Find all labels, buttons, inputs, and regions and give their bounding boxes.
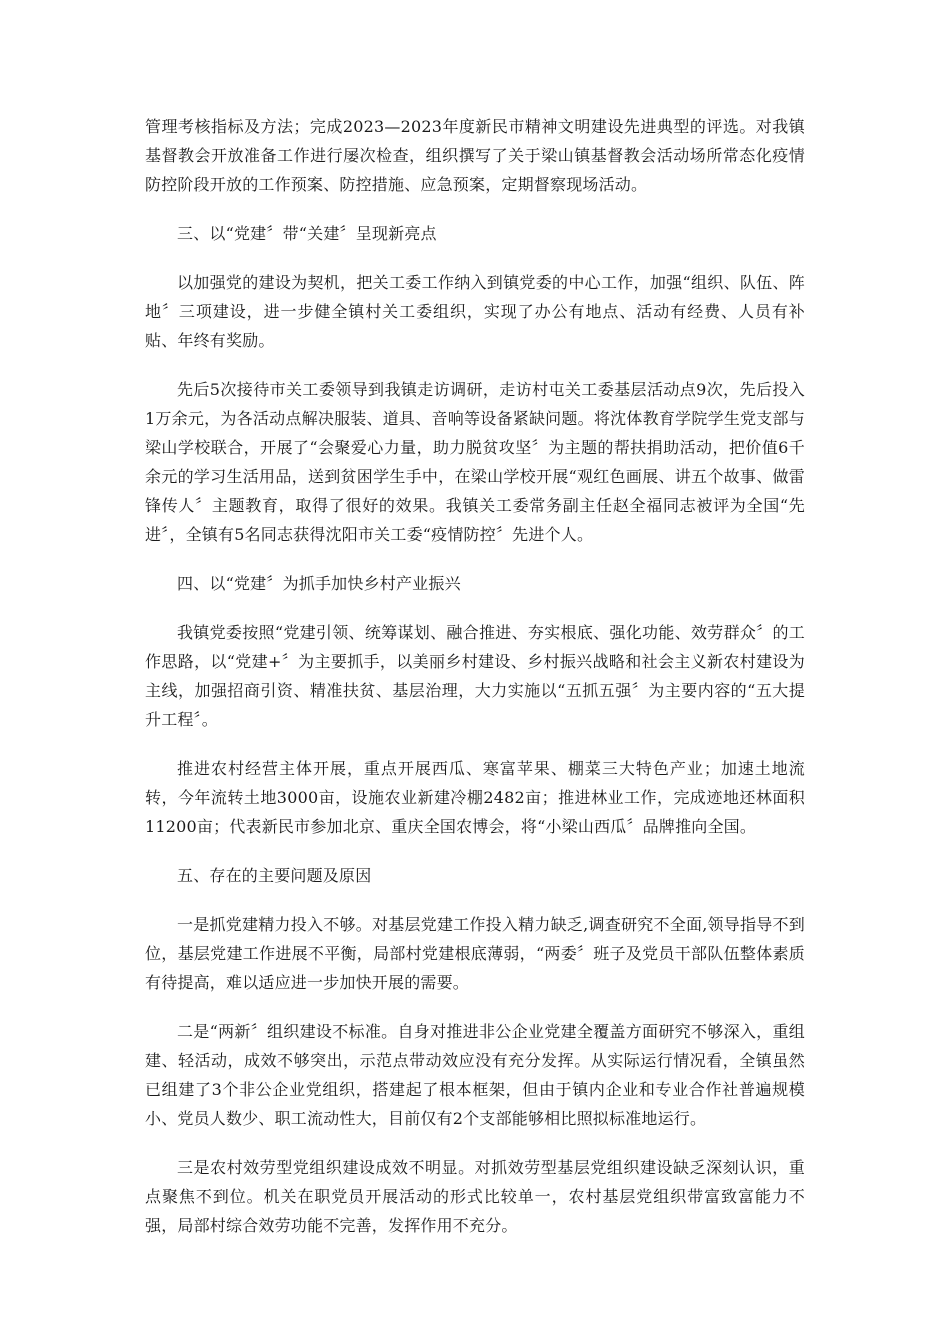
- paragraph: 先后5次接待市关工委领导到我镇走访调研，走访村屯关工委基层活动点9次，先后投入1万余元，为各活动点解决服装、道具、音响等设备紧缺问题。将沈体教育学院学生党支部与梁山学校联合，开展了“会聚爱心力量，助力脱贫攻坚〞为主题的帮扶捐助活动，把价值6千余元的学习生活用品，送到贫困学生手中，在梁山学校开展“观红色画展、讲五个故事、做雷锋传人〞主题教育，取得了很好的效果。我镇关工委常务副主任赵全福同志被评为全国“先进〞，全镇有5名同志获得沈阳市关工委“疫情防控〞先进个人。: [145, 380, 805, 544]
- document-body: [145, 112, 805, 1260]
- paragraph: 三是农村效劳型党组织建设成效不明显。对抓效劳型基层党组织建设缺乏深刻认识，重点聚焦不到位。机关在职党员开展活动的形式比较单一，农村基层党组织带富致富能力不强，局部村综合效劳功能不完善，发挥作用不充分。: [145, 1158, 805, 1235]
- section-heading-3: 三、以“党建〞带“关建〞呈现新亮点: [177, 224, 437, 243]
- section-heading-5: 五、存在的主要问题及原因: [177, 866, 372, 885]
- paragraph: 以加强党的建设为契机，把关工委工作纳入到镇党委的中心工作，加强“组织、队伍、阵地〞三项建设，进一步健全镇村关工委组织，实现了办公有地点、活动有经费、人员有补贴、年终有奖励。: [145, 273, 805, 350]
- paragraph: 我镇党委按照“党建引领、统筹谋划、融合推进、夯实根底、强化功能、效劳群众〞的工作思路，以“党建+〞为主要抓手，以美丽乡村建设、乡村振兴战略和社会主义新农村建设为主线，加强招商引资、精准扶贫、基层治理，大力实施以“五抓五强〞为主要内容的“五大提升工程〞。: [145, 623, 805, 729]
- paragraph: 一是抓党建精力投入不够。对基层党建工作投入精力缺乏,调查研究不全面,领导指导不到位，基层党建工作进展不平衡，局部村党建根底薄弱，“两委〞班子及党员干部队伍整体素质有待提高，难以适应进一步加快开展的需要。: [145, 915, 805, 992]
- paragraph-continued: 管理考核指标及方法；完成2023—2023年度新民市精神文明建设先进典型的评选。对我镇基督教会开放准备工作进行屡次检查，组织撰写了关于梁山镇基督教会活动场所常态化疫情防控阶段开放的工作预案、防控措施、应急预案，定期督察现场活动。: [145, 117, 805, 194]
- paragraph: 二是“两新〞组织建设不标准。自身对推进非公企业党建全覆盖方面研究不够深入，重组建、轻活动，成效不够突出，示范点带动效应没有充分发挥。从实际运行情况看，全镇虽然已组建了3个非公企业党组织，搭建起了根本框架，但由于镇内企业和专业合作社普遍规模小、党员人数少、职工流动性大，目前仅有2个支部能够相比照拟标准地运行。: [145, 1022, 805, 1128]
- section-heading-4: 四、以“党建〞为抓手加快乡村产业振兴: [177, 574, 461, 593]
- paragraph: 推进农村经营主体开展，重点开展西瓜、寒富苹果、棚菜三大特色产业；加速土地流转，今年流转土地3000亩，设施农业新建冷棚2482亩；推进林业工作，完成迹地还林面积11200亩；代表新民市参加北京、重庆全国农博会，将“小梁山西瓜〞品牌推向全国。: [145, 759, 805, 836]
